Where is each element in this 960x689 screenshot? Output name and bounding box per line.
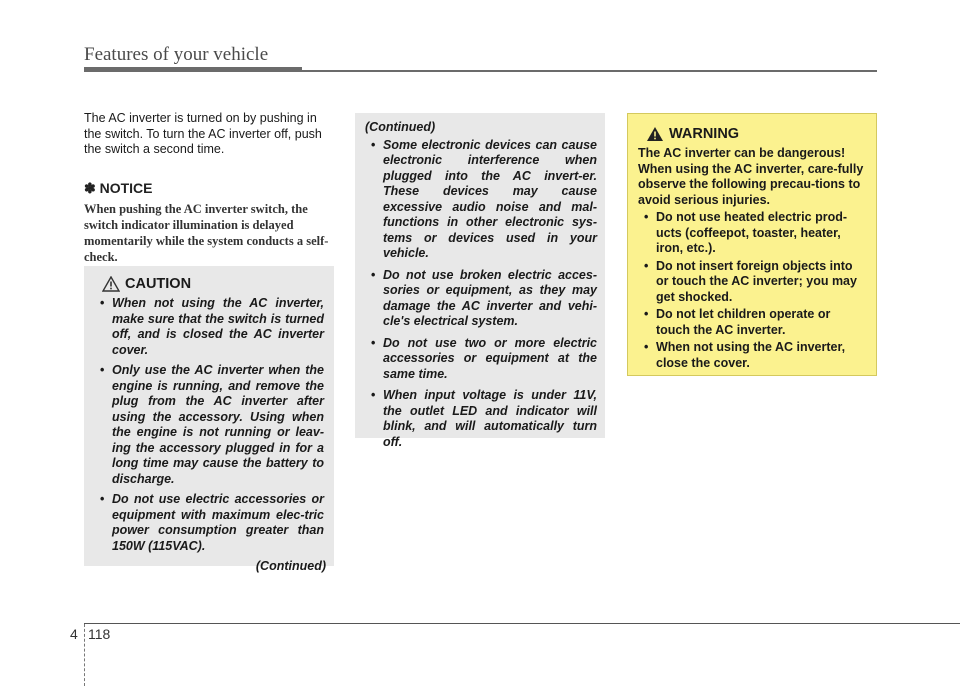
warning-item: • Do not insert foreign objects into or touch the AC inverter; you may get shocked. bbox=[636, 259, 866, 306]
continued-box bbox=[355, 113, 605, 449]
caution-item: • Only use the AC inverter when the engine is running, and remove the plug from the AC inverter after using the accessory. Using when the engine is not running or leav-ing the accessory plugged in for a long time may cause the battery to discharge. bbox=[92, 363, 324, 487]
continued-item: • Do not use broken electric acces-sories or equipment, as they may damage the AC inverter and vehi-cle's electrical system. bbox=[363, 268, 597, 330]
header-accent-bar bbox=[84, 67, 302, 72]
warning-triangle-icon bbox=[646, 126, 664, 142]
continued-item: • Some electronic devices can cause electronic interference when plugged into the AC invert-er. These devices may cause excessive audio noise and mal-functions in other electronic sys-tems or devices used in your vehicle. bbox=[363, 138, 597, 262]
warning-item: • Do not let children operate or touch the AC inverter. bbox=[636, 307, 866, 338]
continued-label: (Continued) bbox=[365, 120, 436, 134]
warning-heading bbox=[646, 126, 876, 142]
caution-continued: (Continued) bbox=[255, 559, 326, 573]
page-number: 118 bbox=[88, 626, 111, 642]
caution-title: CAUTION bbox=[125, 276, 192, 292]
footer-rule bbox=[84, 623, 960, 624]
caution-triangle-icon bbox=[102, 276, 120, 292]
left-column bbox=[84, 111, 334, 265]
warning-item: • Do not use heated electric prod-ucts (coffeepot, toaster, heater, iron, etc.). bbox=[636, 210, 866, 257]
caution-item: • Do not use electric accessories or equipment with maximum elec-tric power consumption greater than 150W (115VAC). bbox=[92, 492, 324, 554]
chapter-number: 4 bbox=[70, 626, 78, 642]
caution-item: • When not using the AC inverter, make sure that the switch is turned off, and is closed the AC inverter cover. bbox=[92, 296, 324, 358]
intro-paragraph: The AC inverter is turned on by pushing in the switch. To turn the AC inverter off, push the switch a second time. bbox=[84, 111, 322, 156]
caution-heading bbox=[102, 276, 334, 292]
footer-divider bbox=[84, 624, 86, 686]
page-header-title: Features of your vehicle bbox=[84, 44, 269, 65]
warning-box bbox=[627, 113, 877, 376]
header-rule bbox=[300, 70, 877, 72]
warning-item: • When not using the AC inverter, close the cover. bbox=[636, 340, 866, 371]
continued-item: • Do not use two or more electric accessories or equipment at the same time. bbox=[363, 336, 597, 383]
caution-box bbox=[84, 266, 334, 573]
notice-heading: ✽ NOTICE bbox=[84, 179, 153, 196]
continued-item: • When input voltage is under 11V, the outlet LED and indicator will blink, and will automatically turn off. bbox=[363, 388, 597, 450]
warning-body: The AC inverter can be dangerous! When using the AC inverter, care-fully observe the following precau-tions to avoid serious injuries. bbox=[638, 146, 864, 207]
notice-body: When pushing the AC inverter switch, the switch indicator illumination is delayed momentarily while the system conducts a self-check. bbox=[84, 201, 329, 264]
warning-title: WARNING bbox=[669, 126, 740, 142]
